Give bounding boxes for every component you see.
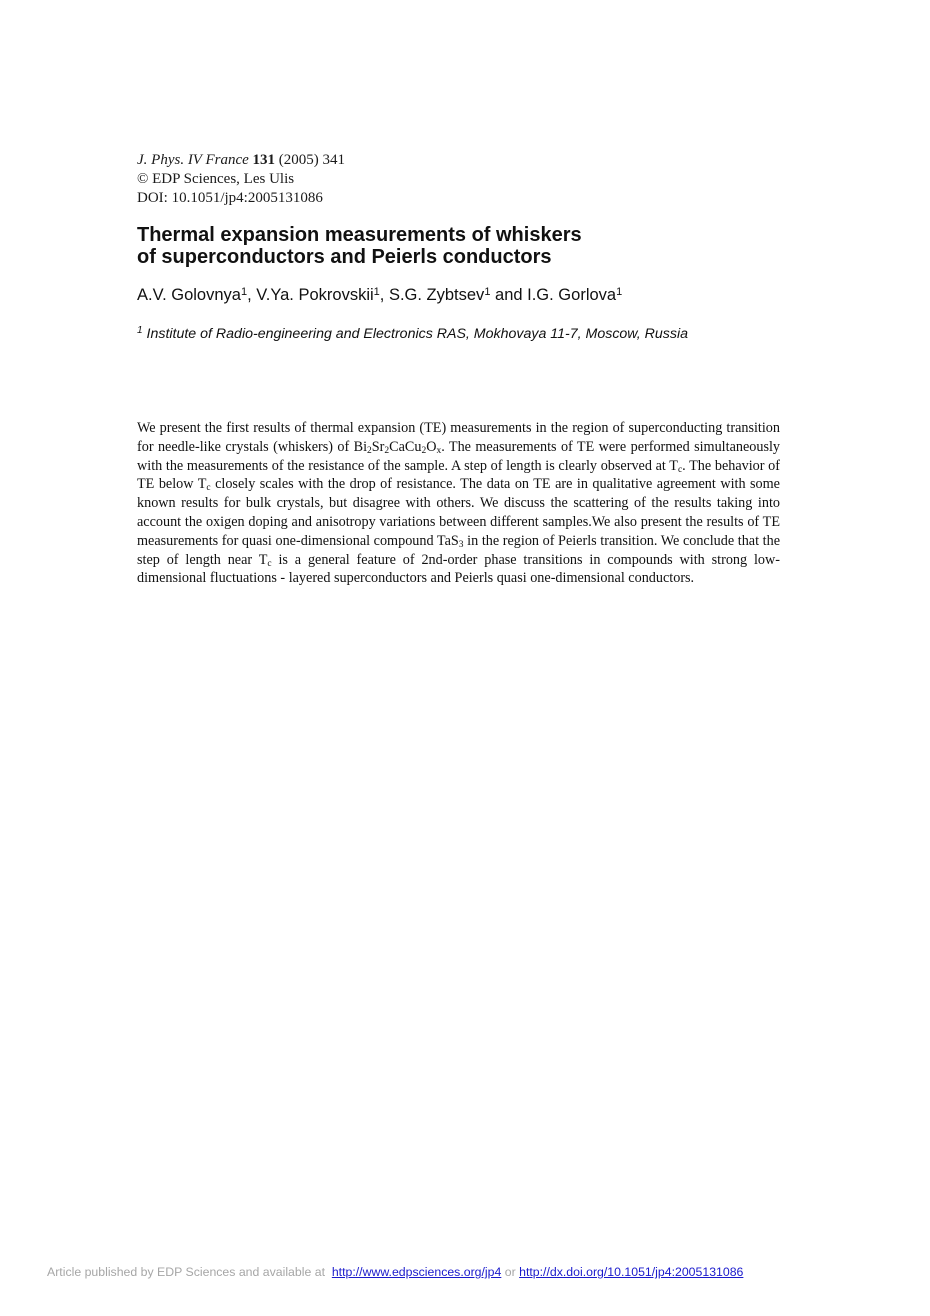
journal-name: J. Phys. IV France — [137, 152, 249, 168]
affiliation — [137, 325, 837, 343]
abstract-text: . The measurements of TE were performed simultaneously with the measurements of the resistance of the sample. A step of length is clearly observed at T — [137, 438, 780, 474]
affiliation-marker: 1 — [137, 325, 143, 336]
abstract-text: CaCu — [389, 438, 422, 455]
article-title — [137, 224, 777, 268]
abstract-text: O — [426, 438, 437, 455]
journal-citation-line — [137, 151, 637, 170]
subscript: 2 — [384, 445, 390, 456]
subscript: 2 — [367, 445, 372, 456]
author-name: V.Ya. Pokrovskii — [256, 286, 374, 304]
affiliation-marker: 1 — [373, 286, 380, 298]
author-separator: , — [247, 286, 257, 304]
abstract-text: . The behavior of TE below T — [137, 457, 780, 493]
journal-year-page: (2005) 341 — [278, 152, 346, 168]
subscript: 2 — [421, 445, 427, 456]
author-name: S.G. Zybtsev — [388, 286, 485, 304]
copyright-line: © EDP Sciences, Les Ulis — [137, 171, 295, 187]
author-separator: , — [379, 286, 389, 304]
subscript: c — [206, 483, 211, 494]
abstract-text: closely scales with the drop of resistance. The data on TE are in qualitative agreement with some known results for bulk crystals, but disagree with others. We discuss the scattering of the results taking into account the oxigen doping and anisotropy variations between different samples.We also present the results of TE measurements for quasi one-dimensional compound TaS — [137, 476, 780, 549]
subscript: 3 — [458, 539, 464, 550]
subscript: x — [436, 445, 442, 456]
author-name: A.V. Golovnya — [137, 286, 241, 304]
journal-volume: 131 — [252, 152, 276, 168]
article-title-line-1: Thermal expansion measurements of whiskers — [137, 224, 582, 246]
subscript: c — [677, 464, 683, 475]
edpsciences-link[interactable]: http://www.edpsciences.org/jp4 — [331, 1265, 502, 1279]
affiliation-marker: 1 — [616, 286, 623, 298]
publication-footer — [47, 1264, 907, 1280]
author-name: I.G. Gorlova — [527, 286, 617, 304]
subscript: c — [267, 558, 272, 569]
abstract-text: is a general feature of 2nd-order phase transitions in compounds with strong low-dimensional fluctuations - layered superconductors and Peierls quasi one-dimensional conductors. — [137, 551, 780, 587]
footer-prefix: Article published by EDP Sciences and available at — [47, 1265, 325, 1279]
journal-masthead — [137, 151, 637, 208]
abstract — [137, 419, 780, 588]
author-separator: and — [490, 286, 528, 304]
affiliation-text: Institute of Radio-engineering and Electronics RAS, Mokhovaya 11-7, Moscow, Russia — [146, 326, 689, 342]
doi-link[interactable]: http://dx.doi.org/10.1051/jp4:2005131086 — [519, 1265, 744, 1279]
affiliation-marker: 1 — [240, 286, 248, 298]
footer-or: or — [504, 1265, 516, 1279]
affiliation-marker: 1 — [484, 286, 491, 298]
abstract-text: Sr — [371, 438, 385, 455]
article-title-line-2: of superconductors and Peierls conductors — [137, 246, 552, 268]
abstract-text: We present the first results of thermal expansion (TE) measurements in the region of superconducting transition for needle-like crystals (whiskers) of Bi — [137, 420, 780, 455]
doi-line: DOI: 10.1051/jp4:2005131086 — [137, 190, 323, 206]
abstract-text: in the region of Peierls transition. We conclude that the step of length near T — [137, 532, 780, 568]
author-list — [137, 284, 817, 306]
